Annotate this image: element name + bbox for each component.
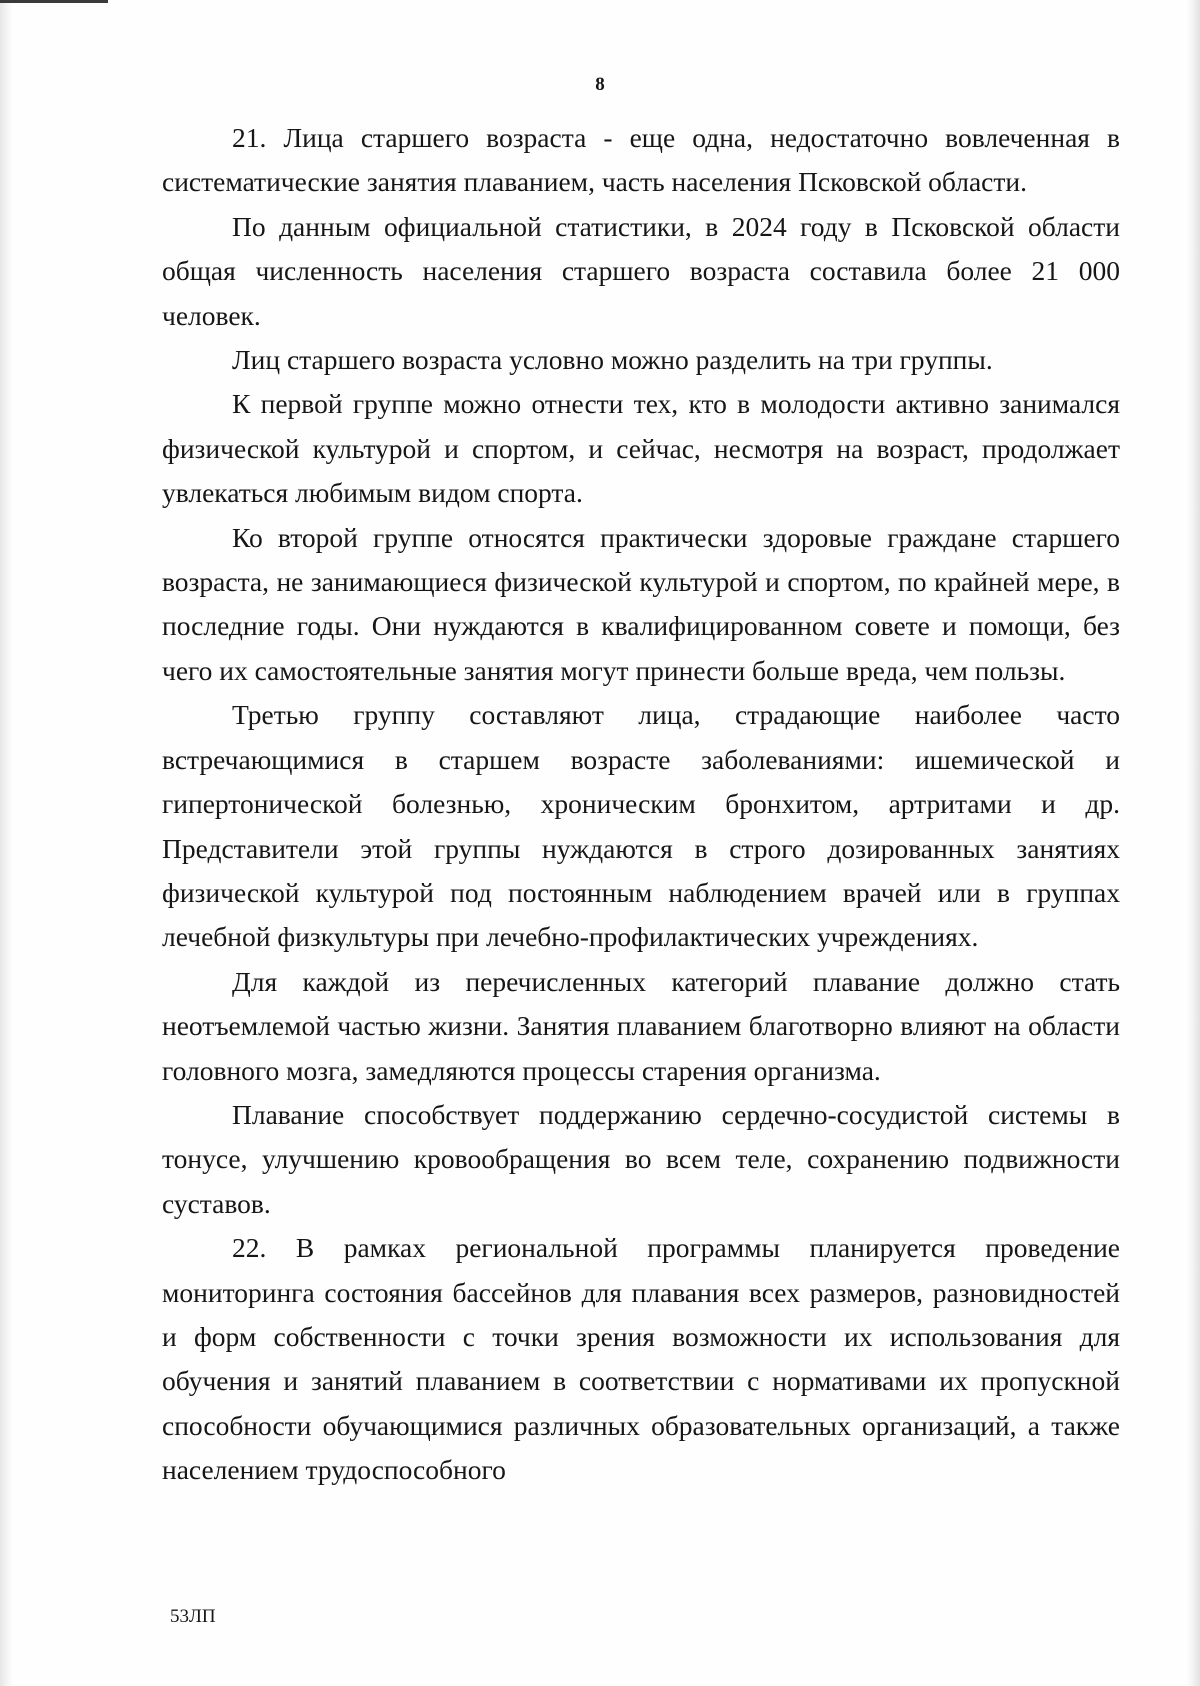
page-number: 8	[595, 74, 605, 95]
paragraph: 22. В рамках региональной программы планируется проведение мониторинга состояния бассейнов для плавания всех размеров, разновидностей и форм собственности с точки зрения возможности их использования для обучения и занятий плаванием в соответствии с нормативами их пропускной способности обучающимися различных образовательных организаций, а также населением трудоспособного	[162, 1232, 1120, 1486]
paragraph: 21. Лица старшего возраста - еще одна, недостаточно вовлеченная в систематические занятия плаванием, часть населения Псковской области.	[162, 122, 1120, 198]
scan-mark	[0, 0, 108, 3]
scan-edge-left	[0, 0, 14, 1686]
document-code: 53ЛП	[170, 1606, 216, 1627]
paragraph: К первой группе можно отнести тех, кто в молодости активно занимался физической культурой и спортом, и сейчас, несмотря на возраст, продолжает увлекаться любимым видом спорта.	[162, 388, 1120, 509]
paragraph: Лиц старшего возраста условно можно разделить на три группы.	[232, 344, 993, 376]
body-text	[162, 116, 1120, 1493]
paragraph: Ко второй группе относятся практически здоровые граждане старшего возраста, не занимающиеся физической культурой и спортом, по крайней мере, в последние годы. Они нуждаются в квалифицированном совете и помощи, без чего их самостоятельные занятия могут принести больше вреда, чем пользы.	[162, 521, 1120, 686]
scan-edge-right	[1186, 0, 1200, 1686]
paragraph: Плавание способствует поддержанию сердечно-сосудистой системы в тонусе, улучшению кровообращения во всем теле, сохранению подвижности суставов.	[162, 1098, 1120, 1219]
paragraph: По данным официальной статистики, в 2024 году в Псковской области общая численность населения старшего возраста составила более 21 000 человек.	[162, 210, 1120, 331]
paragraph: Для каждой из перечисленных категорий плавание должно стать неотъемлемой частью жизни. Занятия плаванием благотворно влияют на области головного мозга, замедляются процессы старения организма.	[162, 965, 1120, 1086]
paragraph: Третью группу составляют лица, страдающие наиболее часто встречающимися в старшем возрасте заболеваниями: ишемической и гипертонической болезнью, хроническим бронхитом, артритами и др. Представители этой группы нуждаются в строго дозированных занятиях физической культурой под постоянным наблюдением врачей или в группах лечебной физкультуры при лечебно-профилактических учреждениях.	[162, 699, 1120, 953]
